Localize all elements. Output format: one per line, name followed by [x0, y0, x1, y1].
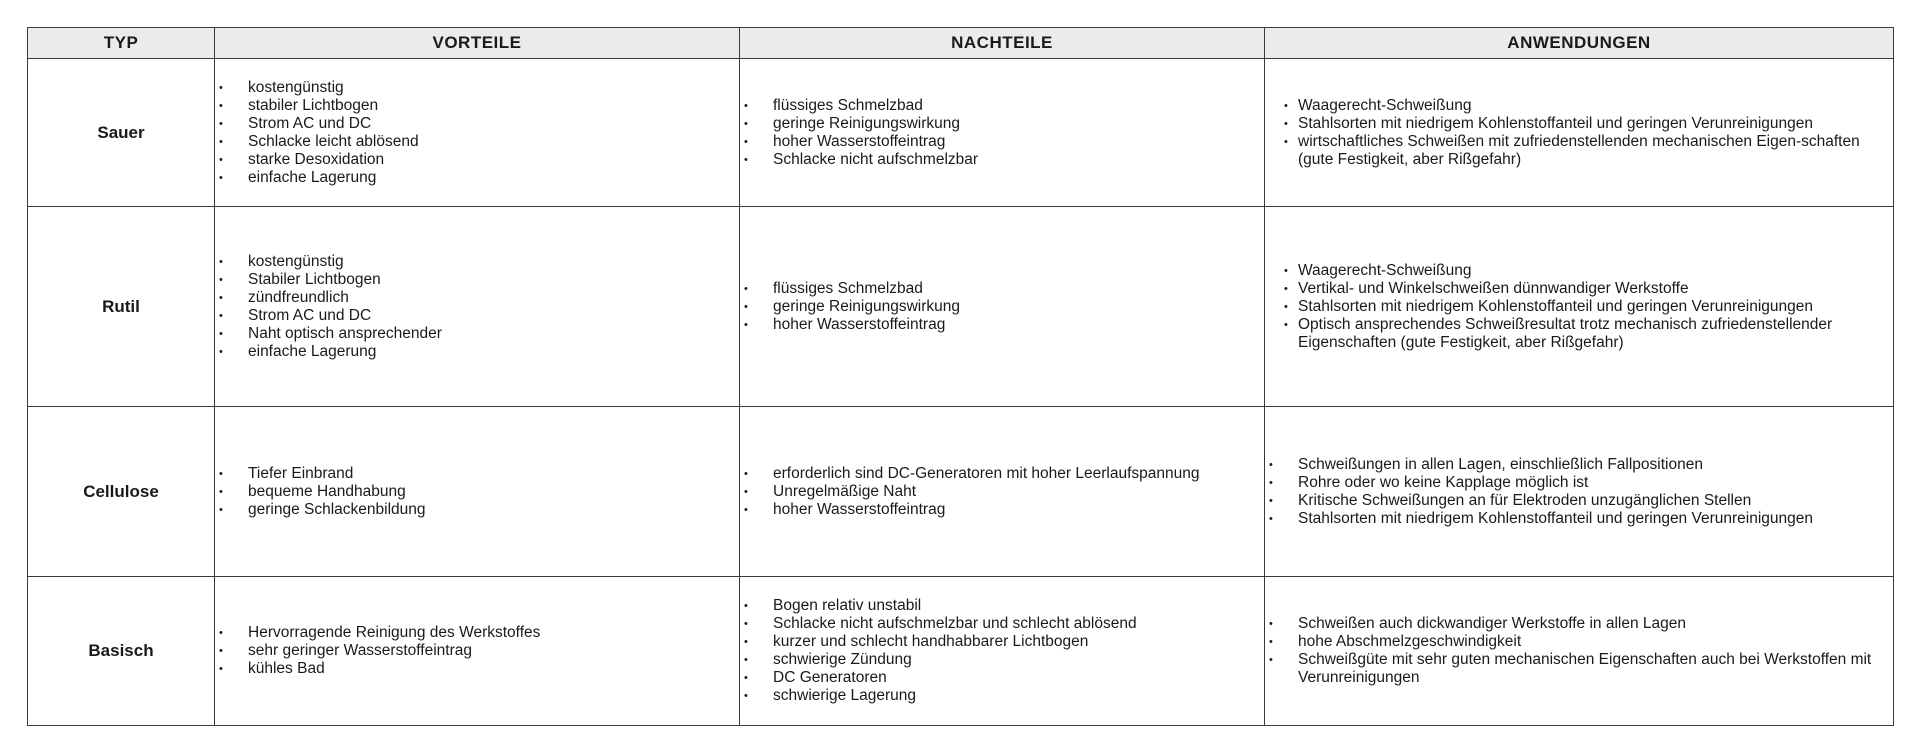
bullet-item: • bequeme Handhabung: [215, 483, 731, 501]
bullet-item: • kurzer und schlecht handhabbarer Lichtbogen: [740, 633, 1256, 651]
bullet-item: • Kritische Schweißungen an für Elektroden unzugänglichen Stellen: [1265, 492, 1885, 510]
table-row: [28, 407, 1894, 577]
applications-list: [1265, 262, 1885, 352]
applications-cell: [1265, 577, 1894, 726]
header-anwendungen: ANWENDUNGEN: [1265, 28, 1894, 59]
header-typ: TYP: [28, 28, 215, 59]
bullet-item: • hoher Wasserstoffeintrag: [740, 133, 1256, 151]
bullet-item: • einfache Lagerung: [215, 343, 731, 361]
disadvantages-list: [740, 597, 1256, 705]
bullet-item: • einfache Lagerung: [215, 169, 731, 187]
bullet-item: • Optisch ansprechendes Schweißresultat trotz mechanisch zufriedenstellender Eigenschaften (gute Festigkeit, aber Rißgefahr): [1265, 316, 1885, 352]
bullet-item: • Schlacke leicht ablösend: [215, 133, 731, 151]
bullet-item: • Vertikal- und Winkelschweißen dünnwandiger Werkstoffe: [1265, 280, 1885, 298]
disadvantages-list: [740, 280, 1256, 334]
bullet-item: • Stahlsorten mit niedrigem Kohlenstoffanteil und geringen Verunreinigungen: [1265, 510, 1885, 528]
bullet-item: • flüssiges Schmelzbad: [740, 280, 1256, 298]
bullet-item: • Rohre oder wo keine Kapplage möglich ist: [1265, 474, 1885, 492]
bullet-item: • hoher Wasserstoffeintrag: [740, 501, 1256, 519]
bullet-item: • stabiler Lichtbogen: [215, 97, 731, 115]
bullet-item: • Schlacke nicht aufschmelzbar: [740, 151, 1256, 169]
header-row: [28, 28, 1894, 59]
type-cell: Rutil: [28, 207, 215, 407]
bullet-item: • Naht optisch ansprechender: [215, 325, 731, 343]
advantages-cell: [215, 207, 740, 407]
advantages-list: [215, 253, 731, 361]
advantages-list: [215, 79, 731, 187]
bullet-item: • Strom AC und DC: [215, 307, 731, 325]
type-cell: Sauer: [28, 59, 215, 207]
advantages-cell: [215, 577, 740, 726]
bullet-item: • kostengünstig: [215, 253, 731, 271]
bullet-item: • schwierige Lagerung: [740, 687, 1256, 705]
disadvantages-list: [740, 97, 1256, 169]
bullet-item: • schwierige Zündung: [740, 651, 1256, 669]
disadvantages-list: [740, 465, 1256, 519]
applications-list: [1265, 97, 1885, 169]
type-cell: Cellulose: [28, 407, 215, 577]
bullet-item: • geringe Schlackenbildung: [215, 501, 731, 519]
bullet-item: • geringe Reinigungswirkung: [740, 115, 1256, 133]
applications-cell: [1265, 207, 1894, 407]
bullet-item: • wirtschaftliches Schweißen mit zufriedenstellenden mechanischen Eigen-schaften (gute Festigkeit, aber Rißgefahr): [1265, 133, 1885, 169]
bullet-item: • DC Generatoren: [740, 669, 1256, 687]
bullet-item: • Bogen relativ unstabil: [740, 597, 1256, 615]
bullet-item: • Schweißgüte mit sehr guten mechanischen Eigenschaften auch bei Werkstoffen mit Verunreinigungen: [1265, 651, 1885, 687]
header-nachteile: NACHTEILE: [740, 28, 1265, 59]
table-row: [28, 577, 1894, 726]
bullet-item: • Tiefer Einbrand: [215, 465, 731, 483]
bullet-item: • hohe Abschmelzgeschwindigkeit: [1265, 633, 1885, 651]
electrode-comparison-table: [27, 27, 1894, 726]
bullet-item: • Strom AC und DC: [215, 115, 731, 133]
disadvantages-cell: [740, 577, 1265, 726]
applications-cell: [1265, 407, 1894, 577]
bullet-item: • Stahlsorten mit niedrigem Kohlenstoffanteil und geringen Verunreinigungen: [1265, 298, 1885, 316]
disadvantages-cell: [740, 207, 1265, 407]
applications-list: [1265, 615, 1885, 687]
advantages-cell: [215, 407, 740, 577]
table-row: [28, 59, 1894, 207]
bullet-item: • Waagerecht-Schweißung: [1265, 97, 1885, 115]
type-cell: Basisch: [28, 577, 215, 726]
bullet-item: • flüssiges Schmelzbad: [740, 97, 1256, 115]
bullet-item: • erforderlich sind DC-Generatoren mit hoher Leerlaufspannung: [740, 465, 1256, 483]
header-vorteile: VORTEILE: [215, 28, 740, 59]
disadvantages-cell: [740, 407, 1265, 577]
bullet-item: • Schweißungen in allen Lagen, einschließlich Fallpositionen: [1265, 456, 1885, 474]
bullet-item: • starke Desoxidation: [215, 151, 731, 169]
bullet-item: • zündfreundlich: [215, 289, 731, 307]
table-row: [28, 207, 1894, 407]
bullet-item: • Schweißen auch dickwandiger Werkstoffe in allen Lagen: [1265, 615, 1885, 633]
bullet-item: • Unregelmäßige Naht: [740, 483, 1256, 501]
bullet-item: • Stabiler Lichtbogen: [215, 271, 731, 289]
bullet-item: • Schlacke nicht aufschmelzbar und schlecht ablösend: [740, 615, 1256, 633]
bullet-item: • Stahlsorten mit niedrigem Kohlenstoffanteil und geringen Verunreinigungen: [1265, 115, 1885, 133]
applications-list: [1265, 456, 1885, 528]
bullet-item: • kostengünstig: [215, 79, 731, 97]
bullet-item: • Waagerecht-Schweißung: [1265, 262, 1885, 280]
disadvantages-cell: [740, 59, 1265, 207]
advantages-list: [215, 465, 731, 519]
bullet-item: • geringe Reinigungswirkung: [740, 298, 1256, 316]
bullet-item: • hoher Wasserstoffeintrag: [740, 316, 1256, 334]
bullet-item: • sehr geringer Wasserstoffeintrag: [215, 642, 731, 660]
bullet-item: • Hervorragende Reinigung des Werkstoffes: [215, 624, 731, 642]
bullet-item: • kühles Bad: [215, 660, 731, 678]
applications-cell: [1265, 59, 1894, 207]
advantages-cell: [215, 59, 740, 207]
advantages-list: [215, 624, 731, 678]
